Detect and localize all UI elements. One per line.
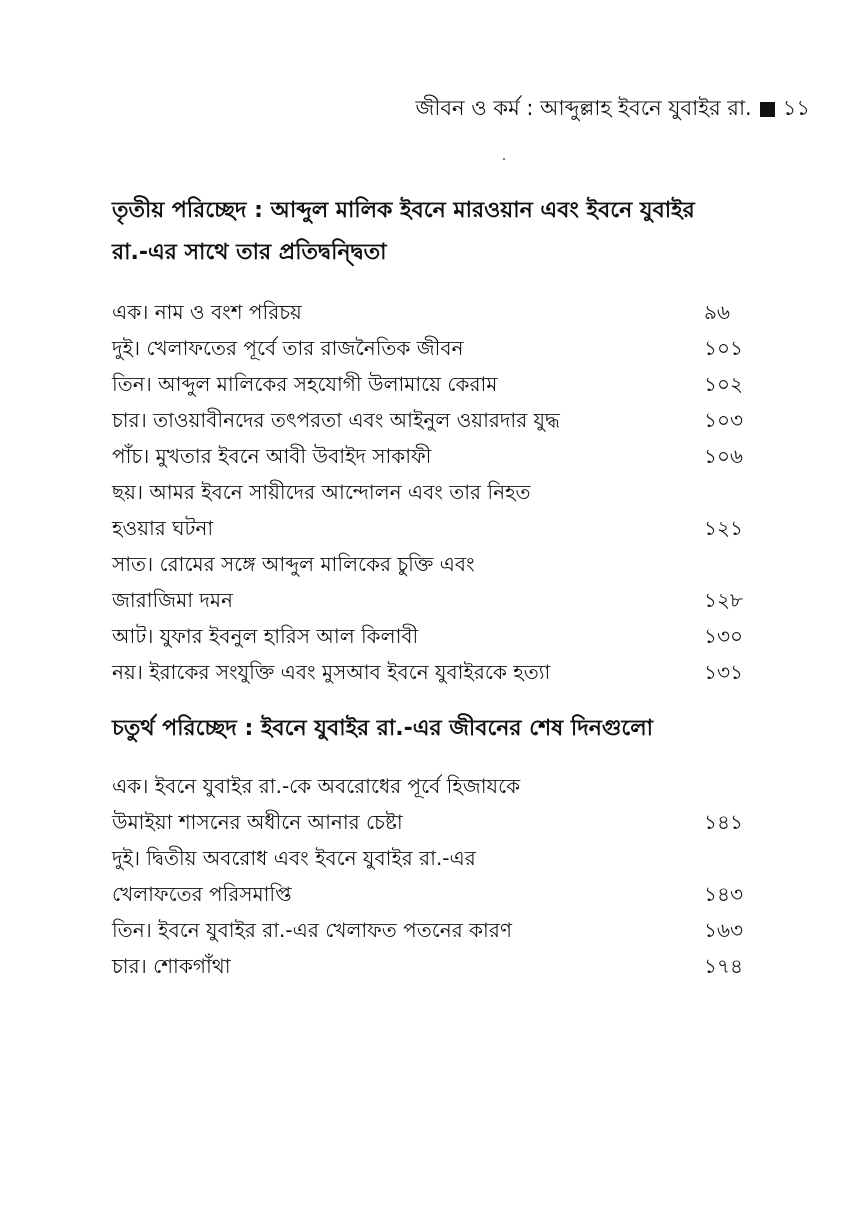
toc-entry-title: তিন। ইবনে যুবাইর রা.-এর খেলাফত পতনের কারণ <box>112 918 512 942</box>
header-square-mark <box>760 102 775 117</box>
toc-entry-title: এক। নাম ও বংশ পরিচয় <box>112 300 302 324</box>
toc-entry-title: চার। শোকগাঁথা <box>112 954 231 978</box>
toc-entry-page: ১৪৩ <box>704 882 743 906</box>
toc-entry-title: সাত। রোমের সঙ্গে আব্দুল মালিকের চুক্তি এবং <box>112 552 475 576</box>
toc-entry-page: ১৬৩ <box>704 918 743 942</box>
toc-entry[interactable] <box>112 294 752 330</box>
toc-entry-title-cont: জারাজিমা দমন <box>112 588 233 612</box>
toc-entry-title: ছয়। আমর ইবনে সায়ীদের আন্দোলন এবং তার নিহত <box>112 480 531 504</box>
chapter4-heading-line1: চতুর্থ পরিচ্ছেদ : ইবনে যুবাইর রা.-এর জীবনের শেষ দিনগুলো <box>112 716 654 741</box>
toc-entry-page: ১০২ <box>704 372 743 396</box>
toc-entry-title: পাঁচ। মুখতার ইবনে আবী উবাইদ সাকাফী <box>112 444 432 468</box>
toc-entry[interactable] <box>112 402 752 438</box>
toc-entry-title: আট। যুফার ইবনুল হারিস আল কিলাবী <box>112 624 419 648</box>
chapter3-section <box>112 190 752 690</box>
toc-entry[interactable] <box>112 654 752 690</box>
toc-entry-title: নয়। ইরাকের সংযুক্তি এবং মুসআব ইবনে যুবাইরকে হত্যা <box>112 660 551 684</box>
toc-entry-page: ১৩১ <box>704 660 743 684</box>
toc-entry-title: চার। তাওয়াবীনদের তৎপরতা এবং আইনুল ওয়ারদার যুদ্ধ <box>112 408 560 432</box>
chapter4-heading <box>112 708 752 750</box>
toc-entry[interactable] <box>112 330 752 366</box>
chapter3-heading-line1: তৃতীয় পরিচ্ছেদ : আব্দুল মালিক ইবনে মারওয়ান এবং ইবনে যুবাইর <box>112 198 695 223</box>
toc-entry-page: ১৭৪ <box>704 954 743 978</box>
toc-entry[interactable] <box>112 840 752 912</box>
toc-entry-page: ১০৬ <box>704 444 743 468</box>
chapter3-entry-list <box>112 294 752 690</box>
toc-entry-title: দুই। দ্বিতীয় অবরোধ এবং ইবনে যুবাইর রা.-এর <box>112 846 476 870</box>
toc-entry[interactable] <box>112 546 752 618</box>
running-header <box>416 92 810 127</box>
toc-entry-title-cont: উমাইয়া শাসনের অধীনে আনার চেষ্টা <box>112 810 403 834</box>
scan-speck <box>503 158 505 160</box>
chapter3-heading-line2: রা.-এর সাথে তার প্রতিদ্বন্দ্বিতা <box>112 240 387 265</box>
toc-entry-title-cont: খেলাফতের পরিসমাপ্তি <box>112 882 292 906</box>
toc-entry-title: এক। ইবনে যুবাইর রা.-কে অবরোধের পূর্বে হিজাযকে <box>112 774 521 798</box>
toc-entry-page: ১২১ <box>704 516 743 540</box>
toc-entry-page: ৯৬ <box>704 300 730 324</box>
toc-entry-title: দুই। খেলাফতের পূর্বে তার রাজনৈতিক জীবন <box>112 336 464 360</box>
toc-entry-page: ১০৩ <box>704 408 743 432</box>
toc-entry-page: ১০১ <box>704 336 743 360</box>
toc-entry[interactable] <box>112 474 752 546</box>
toc-entry-page: ১৪১ <box>704 810 743 834</box>
header-page-number: ১১ <box>782 96 810 120</box>
toc-entry-page: ১২৮ <box>704 588 743 612</box>
toc-entry[interactable] <box>112 366 752 402</box>
chapter3-heading <box>112 190 752 274</box>
toc-entry-title-cont: হওয়ার ঘটনা <box>112 516 214 540</box>
chapter4-section <box>112 708 752 984</box>
toc-entry-title: তিন। আব্দুল মালিকের সহযোগী উলামায়ে কেরাম <box>112 372 498 396</box>
toc-entry[interactable] <box>112 948 752 984</box>
chapter4-entry-list <box>112 768 752 984</box>
toc-entry-page: ১৩০ <box>704 624 743 648</box>
toc-entry[interactable] <box>112 912 752 948</box>
toc-entry[interactable] <box>112 438 752 474</box>
header-title: জীবন ও কর্ম : আব্দুল্লাহ ইবনে যুবাইর রা. <box>415 96 752 120</box>
toc-entry[interactable] <box>112 618 752 654</box>
toc-entry[interactable] <box>112 768 752 840</box>
